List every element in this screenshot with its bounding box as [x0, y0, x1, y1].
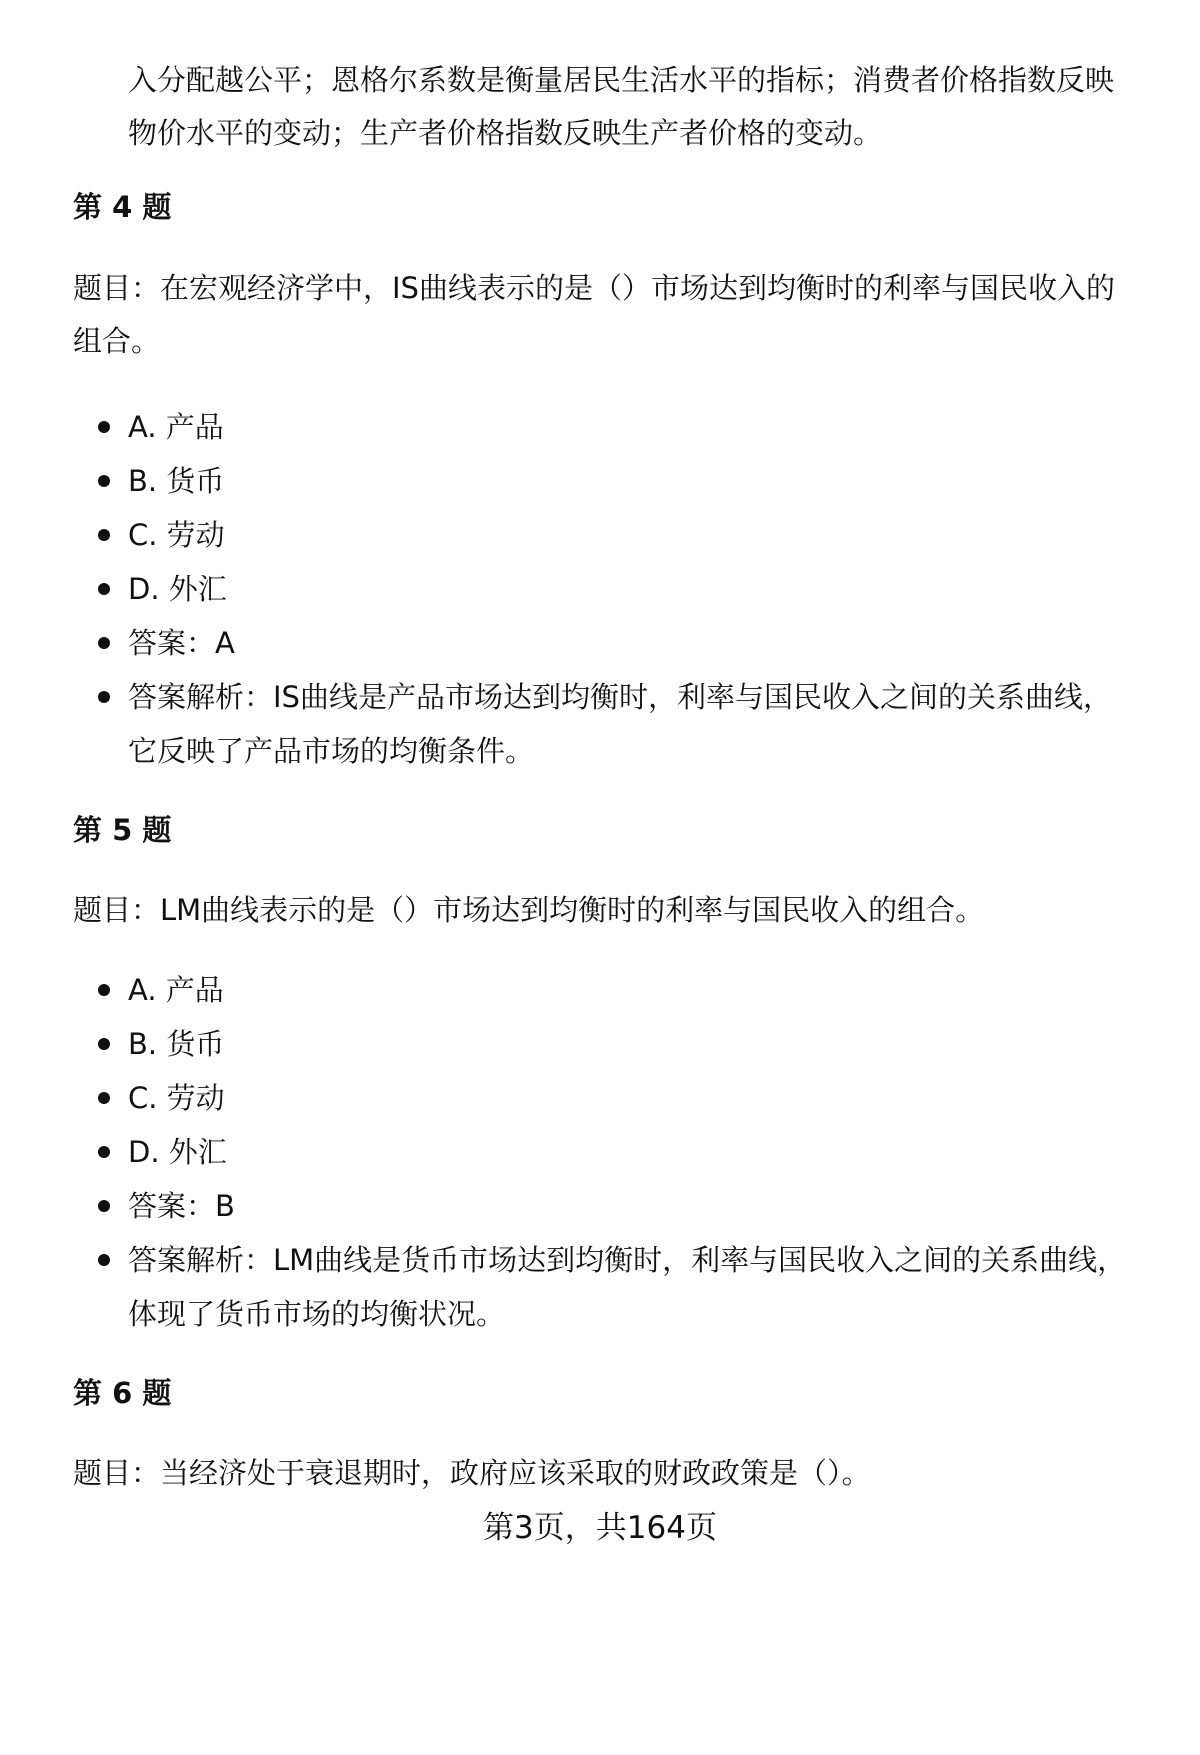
question-5-option-a: A. 产品 [128, 973, 224, 1007]
question-6-heading: 第 6 题 [73, 1376, 172, 1410]
bullet-icon [98, 1254, 110, 1266]
question-4-text-line-2: 组合。 [73, 324, 161, 358]
question-4-heading: 第 4 题 [73, 190, 172, 224]
intro-line-1: 入分配越公平；恩格尔系数是衡量居民生活水平的指标；消费者价格指数反映 [128, 63, 1115, 97]
question-5-heading: 第 5 题 [73, 813, 172, 847]
question-5-option-b: B. 货币 [128, 1027, 225, 1061]
question-5-option-c: C. 劳动 [128, 1081, 225, 1115]
question-5-text-line-1: 题目：LM曲线表示的是（）市场达到均衡时的利率与国民收入的组合。 [73, 893, 985, 927]
page-number-footer: 第3页，共164页 [483, 1510, 717, 1546]
question-5-explanation-line-1: 答案解析：LM曲线是货币市场达到均衡时，利率与国民收入之间的关系曲线， [128, 1243, 1127, 1277]
question-5-explanation-line-2: 体现了货币市场的均衡状况。 [128, 1297, 506, 1331]
question-4-explanation-line-2: 它反映了产品市场的均衡条件。 [128, 734, 535, 768]
bullet-icon [98, 1146, 110, 1158]
bullet-icon [98, 583, 110, 595]
question-6-text-line-1: 题目：当经济处于衰退期时，政府应该采取的财政政策是（）。 [73, 1456, 871, 1490]
intro-line-2: 物价水平的变动；生产者价格指数反映生产者价格的变动。 [128, 116, 883, 150]
question-4-option-a: A. 产品 [128, 410, 224, 444]
bullet-icon [98, 1092, 110, 1104]
bullet-icon [98, 1038, 110, 1050]
question-4-option-b: B. 货币 [128, 464, 225, 498]
bullet-icon [98, 984, 110, 996]
question-5-answer: 答案：B [128, 1189, 235, 1223]
question-5-option-d: D. 外汇 [128, 1135, 227, 1169]
question-4-option-d: D. 外汇 [128, 572, 227, 606]
bullet-icon [98, 637, 110, 649]
bullet-icon [98, 529, 110, 541]
question-4-text-line-1: 题目：在宏观经济学中，IS曲线表示的是（）市场达到均衡时的利率与国民收入的 [73, 271, 1115, 305]
question-4-answer: 答案：A [128, 626, 235, 660]
bullet-icon [98, 421, 110, 433]
bullet-icon [98, 691, 110, 703]
question-4-option-c: C. 劳动 [128, 518, 225, 552]
bullet-icon [98, 1200, 110, 1212]
bullet-icon [98, 475, 110, 487]
question-4-explanation-line-1: 答案解析：IS曲线是产品市场达到均衡时，利率与国民收入之间的关系曲线， [128, 680, 1112, 714]
